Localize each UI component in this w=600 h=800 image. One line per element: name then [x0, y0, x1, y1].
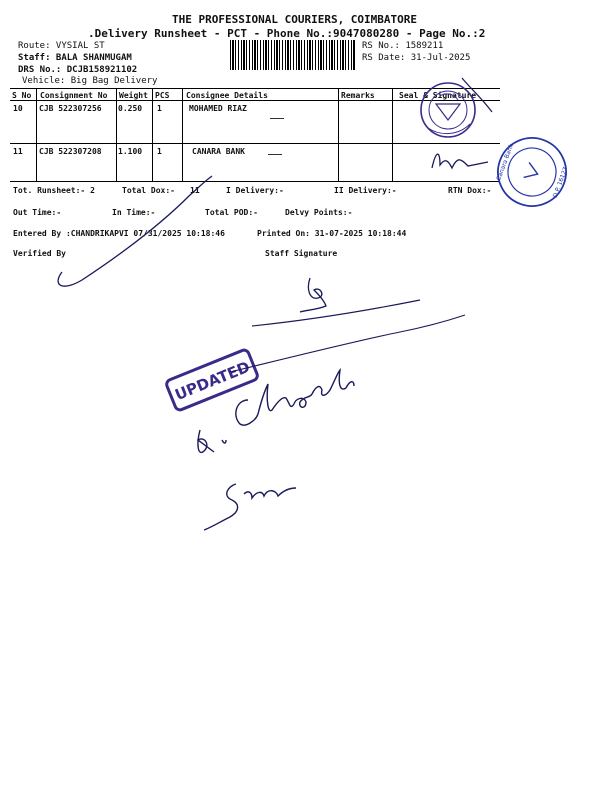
drs-number: DRS No.: DCJB158921102 — [18, 65, 138, 75]
row-1-pcs: 1 — [157, 104, 162, 113]
printed-on: Printed On: 31-07-2025 10:18:44 — [257, 229, 407, 238]
bank-seal-icon — [488, 128, 575, 215]
svg-text:D.P. 16127: D.P. 16127 — [551, 166, 570, 199]
row-2-sno: 11 — [13, 147, 23, 156]
col-header-remarks: Remarks — [341, 91, 375, 100]
staff-signature-scribble — [300, 278, 326, 312]
rtn-dox-label: RTN Dox:- — [448, 186, 492, 195]
delvy-points-label: Delvy Points:- — [285, 208, 353, 217]
svg-text:Canara Bank: Canara Bank — [495, 142, 516, 182]
col-header-sno: S No — [12, 91, 32, 100]
total-pod-label: Total POD:- — [205, 208, 258, 217]
total-dox-value: 11 — [190, 186, 200, 195]
pen-stroke-long — [58, 176, 212, 286]
svg-text:UPDATED: UPDATED — [172, 357, 253, 405]
company-title: THE PROFESSIONAL COURIERS, COIMBATORE — [172, 13, 418, 26]
out-time-label: Out Time:- — [13, 208, 62, 217]
row-2-pcs: 1 — [157, 147, 162, 156]
col-header-seal: Seal & Signature — [399, 91, 477, 100]
staff-label: Staff: BALA SHANMUGAM — [18, 53, 132, 63]
col-header-consignment: Consignment No — [40, 91, 108, 100]
route-label: Route: VYSIAL ST — [18, 41, 105, 51]
col-header-weight: Weight — [119, 91, 148, 100]
col-header-consignee: Consignee Details — [186, 91, 268, 100]
row-2-consignment: CJB 522307208 — [39, 147, 102, 156]
in-time-label: In Time:- — [112, 208, 156, 217]
courier-seal-icon — [421, 83, 475, 137]
total-dox-label: Total Dox:- — [122, 186, 175, 195]
rs-number: RS No.: 1589211 — [362, 41, 444, 51]
staff-signature-line — [252, 300, 420, 326]
ii-delivery-label: II Delivery:- — [334, 186, 397, 195]
i-delivery-label: I Delivery:- — [226, 186, 284, 195]
total-runsheet: Tot. Runsheet:- 2 — [13, 186, 95, 195]
row-1-consignment: CJB 522307256 — [39, 104, 102, 113]
updated-stamp — [165, 349, 259, 412]
pen-stroke-mid — [230, 315, 465, 372]
row-2-weight: 1.100 — [118, 147, 143, 156]
vehicle-label: Vehicle: Big Bag Delivery — [22, 76, 158, 86]
row-2-consignee: CANARA BANK — [192, 147, 245, 156]
row-1-consignee: MOHAMED RIAZ — [189, 104, 247, 113]
runsheet-subtitle: .Delivery Runsheet - PCT - Phone No.:9047080280 - Page No.:2 — [88, 27, 486, 40]
bottom-signature — [204, 484, 296, 530]
verified-by-label: Verified By — [13, 249, 66, 258]
row-1-sno: 10 — [13, 104, 23, 113]
staff-signature-label: Staff Signature — [265, 249, 338, 258]
rs-date: RS Date: 31-Jul-2025 — [362, 53, 471, 63]
col-header-pcs: PCS — [155, 91, 170, 100]
row-1-weight: 0.250 — [118, 104, 143, 113]
row-2-signature — [432, 154, 488, 168]
entered-by: Entered By :CHANDRIKAPVI 07/31/2025 10:18:46 — [13, 229, 225, 238]
